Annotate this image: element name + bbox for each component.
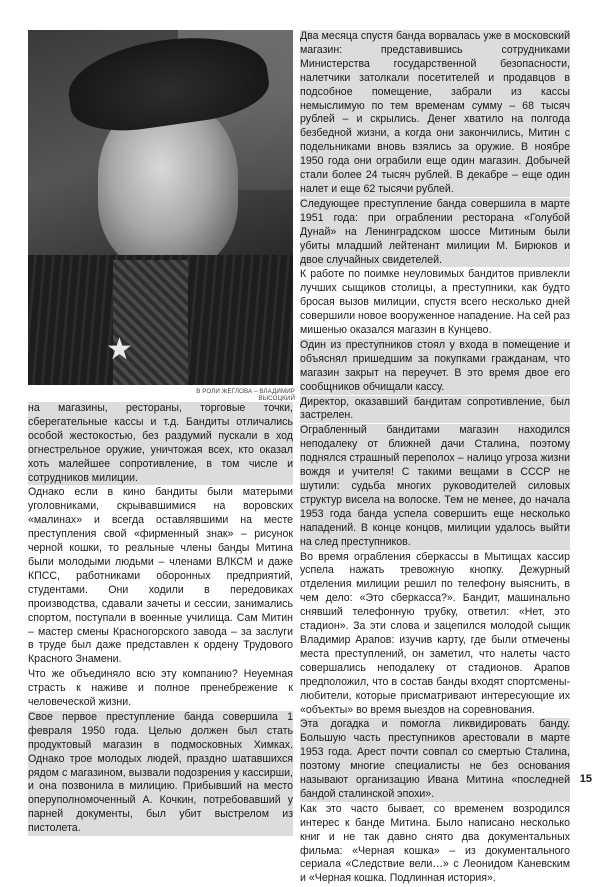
- paragraph: Ограбленный бандитами магазин находился неподалеку от ближней дачи Сталина, поэтому поднялся страшный переполох – налицо угроза жизни вождя и учителя! С такими вещами в СССР не шутили: судьба многих руководителей силовых структур висела на волоске. Тем не менее, до начала 1953 года банда успела совершить еще несколько нападений. В конце концов, милиции удалось выйти на след преступников.: [300, 424, 570, 548]
- photo-caption: В РОЛИ ЖЕГЛОВА – ВЛАДИМИР ВЫСОЦКИЙ: [196, 388, 295, 402]
- paragraph: Эта догадка и помогла ликвидировать банду. Большую часть преступников арестовали в марте 1953 года. Арест почти совпал со смертью Сталина, поэтому многие специалисты не без основания называют организацию Ивана Митина «последней бандой сталинской эпохи».: [300, 718, 570, 800]
- star-badge-icon: ★: [106, 333, 133, 366]
- paragraph: Что же объединяло всю эту компанию? Неуемная страсть к наживе и полное пренебрежение к человеческой жизни.: [28, 668, 293, 709]
- portrait-photo: [28, 30, 293, 385]
- paragraph: Свое первое преступление банда совершила 1 февраля 1950 года. Целью должен был стать продуктовый магазин в подмосковных Химках. Однако трое молодых людей, праздно шатавшихся рядом с магазином, вызвали подозрения у кассирши, и она позвонила в милицию. Прибывший на место оперуполномоченный А. Кочкин, потребовавший у парней документы, был убит выстрелом из пистолета.: [28, 710, 293, 835]
- paragraph: Следующее преступление банда совершила в марте 1951 года: при ограблении ресторана «Голубой Дунай» на Ленинградском шоссе Митиным были убиты младший лейтенант милиции М. Бирюков и двое случайных свидетелей.: [300, 197, 570, 266]
- paragraph: Однако если в кино бандиты были матерыми уголовниками, скрывавшимися на воровских «малинах» и всегда оставлявшими на месте преступления свой «фирменный знак» – рисунок черной кошки, то реальные члены банды Митина были молодыми людьми – членами ВЛКСМ и даже КПСС, работниками оборонных предприятий, студентами. Они ходили в передовиках производства, сдавали зачеты и сессии, занимались спортом, поступали в военные училища. Сам Митин – мастер смены Красногорского завода – за заслуги в труде был даже представлен к ордену Трудового Красного Знамени.: [28, 486, 293, 666]
- paragraph: К работе по поимке неуловимых бандитов привлекли лучших сыщиков столицы, а преступники, как будто бросая вызов милиции, спустя всего несколько дней совершили новое вооруженное нападение. На сей раз мишенью оказался магазин в Кунцево.: [300, 268, 570, 337]
- paragraph: Один из преступников стоял у входа в помещение и объяснял пришедшим за покупками гражданам, что магазин закрыт на переучет. В это время двое его сообщников обчищали кассу.: [300, 338, 570, 393]
- left-column: [28, 402, 293, 837]
- paragraph: Во время ограбления сберкассы в Мытищах кассир успела нажать тревожную кнопку. Дежурный отделения милиции решил по телефону выяснить, в чем дело: «Это сберкасса?». Бандит, машинально снявший телефонную трубку, ответил: «Нет, это стадион». За эти слова и зацепился молодой сыщик Владимир Арапов: изучив карту, где были отмечены места преступлений, он заметил, что налеты часто совершались неподалеку от стадионов. Арапов предположил, что в состав банды входят спортсмены-любители, которые присматривают интересующие их «объекты» во время выездов на соревнования.: [300, 550, 570, 716]
- paragraph: Два месяца спустя банда ворвалась уже в московский магазин: представившись сотрудниками Министерства государственной безопасности, налетчики затолкали посетителей и продавцов в подсобное помещение, забрали из кассы немыслимую по тем временам сумму – 68 тысяч рублей – и скрылись. Денег хватило на полгода безбедной жизни, а когда они закончились, Митин с подельниками вновь взялись за оружие. В ноябре 1950 года они ограбили еще один магазин. Добычей стали более 24 тысяч рублей. В декабре – еще один налет и еще 62 тысячи рублей.: [300, 30, 570, 195]
- paragraph: на магазины, рестораны, торговые точки, сберегательные кассы и т.д. Бандиты отличались особой жестокостью, без раздумий пускали в ход огнестрельное оружие, уничтожая всех, кто оказал хоть малейшее сопротивление, в том числе и сотрудников милиции.: [28, 402, 293, 484]
- right-column: [300, 30, 570, 887]
- paragraph: Как это часто бывает, со временем возродился интерес к банде Митина. Было написано несколько книг и не так давно снято два документальных фильма: «Черная кошка» – из документального сериала «Следствие вели…» с Леонидом Каневским и «Черная кошка. Подлинная история».: [300, 802, 570, 885]
- paragraph: Директор, оказавший бандитам сопротивление, был застрелен.: [300, 395, 570, 422]
- page-number: 15: [579, 773, 592, 785]
